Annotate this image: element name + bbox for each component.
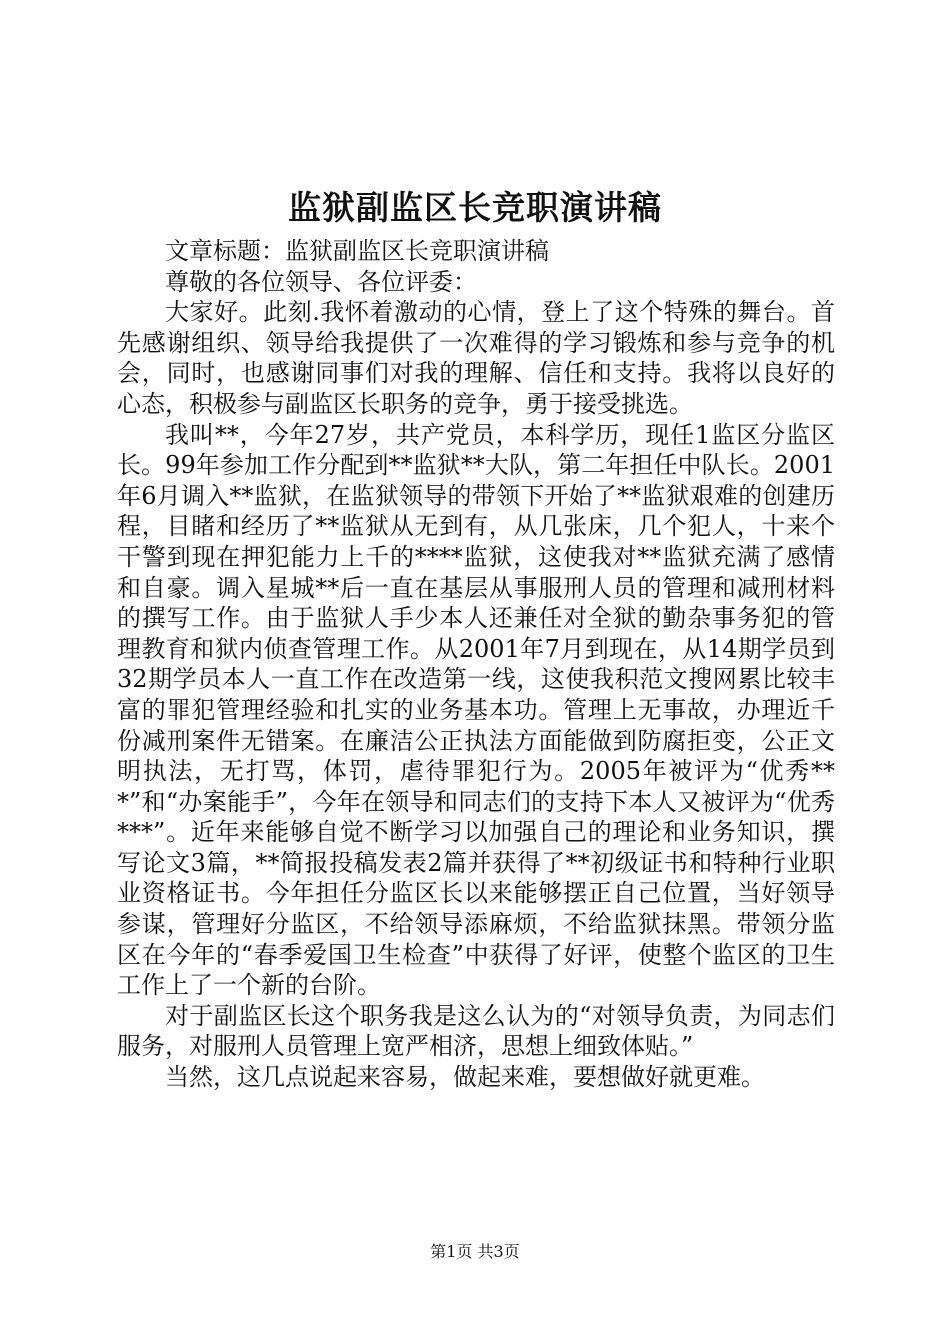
paragraph-opening: 大家好。此刻.我怀着激动的心情，登上了这个特殊的舞台。首先感谢组织、领导给我提供了一次难得的学习锻炼和参与竞争的机会，同时，也感谢同事们对我的理解、信任和支持。我将以良好的心态，积极参与副监区长职务的竞争，勇于接受挑选。 <box>117 298 835 418</box>
paragraph-role-view: 对于副监区长这个职务我是这么认为的“对领导负责，为同志们服务，对服刑人员管理上宽严相济，思想上细致体贴。” <box>117 1001 835 1061</box>
paragraph-closing: 当然，这几点说起来容易，做起来难，要想做好就更难。 <box>165 1063 765 1092</box>
paragraph-background: 我叫**，今年27岁，共产党员，本科学历，现任1监区分监区长。99年参加工作分配到**监狱**大队，第二年担任中队长。2001年6月调入**监狱，在监狱领导的带领下开始了**监狱艰难的创建历程，目睹和经历了**监狱从无到有，从几张床，几个犯人，十来个干警到现在押犯能力上千的****监狱，这使我对**监狱充满了感情和自豪。调入星城**后一直在基层从事服刑人员的管理和减刑材料的撰写工作。由于监狱人手少本人还兼任对全狱的勤杂事务犯的管理教育和狱内侦查管理工作。从2001年7月到现在，从14期学员到32期学员本人一直工作在改造第一线，这使我积范文搜网累比较丰富的罪犯管理经验和扎实的业务基本功。管理上无事故，办理近千份减刑案件无错案。在廉洁公正执法方面能做到防腐拒变，公正文明执法，无打骂，体罚，虐待罪犯行为。2005年被评为“优秀***”和“办案能手”，今年在领导和同志们的支持下本人又被评为“优秀***”。近年来能够自觉不断学习以加强自己的理论和业务知识，撰写论文3篇，**简报投稿发表2篇并获得了**初级证书和特种行业职业资格证书。今年担任分监区长以来能够摆正自己位置，当好领导参谋，管理好分监区，不给领导添麻烦，不给监狱抹黑。带领分监区在今年的“春季爱国卫生检查”中获得了好评，使整个监区的卫生工作上了一个新的台阶。 <box>117 420 835 1000</box>
salutation: 尊敬的各位领导、各位评委： <box>165 267 477 296</box>
article-title-line: 文章标题：监狱副监区长竞职演讲稿 <box>165 237 549 265</box>
page-title: 监狱副监区长竞职演讲稿 <box>288 188 662 227</box>
page-number: 第1页 共3页 <box>430 1242 520 1261</box>
document-body <box>117 236 835 1093</box>
